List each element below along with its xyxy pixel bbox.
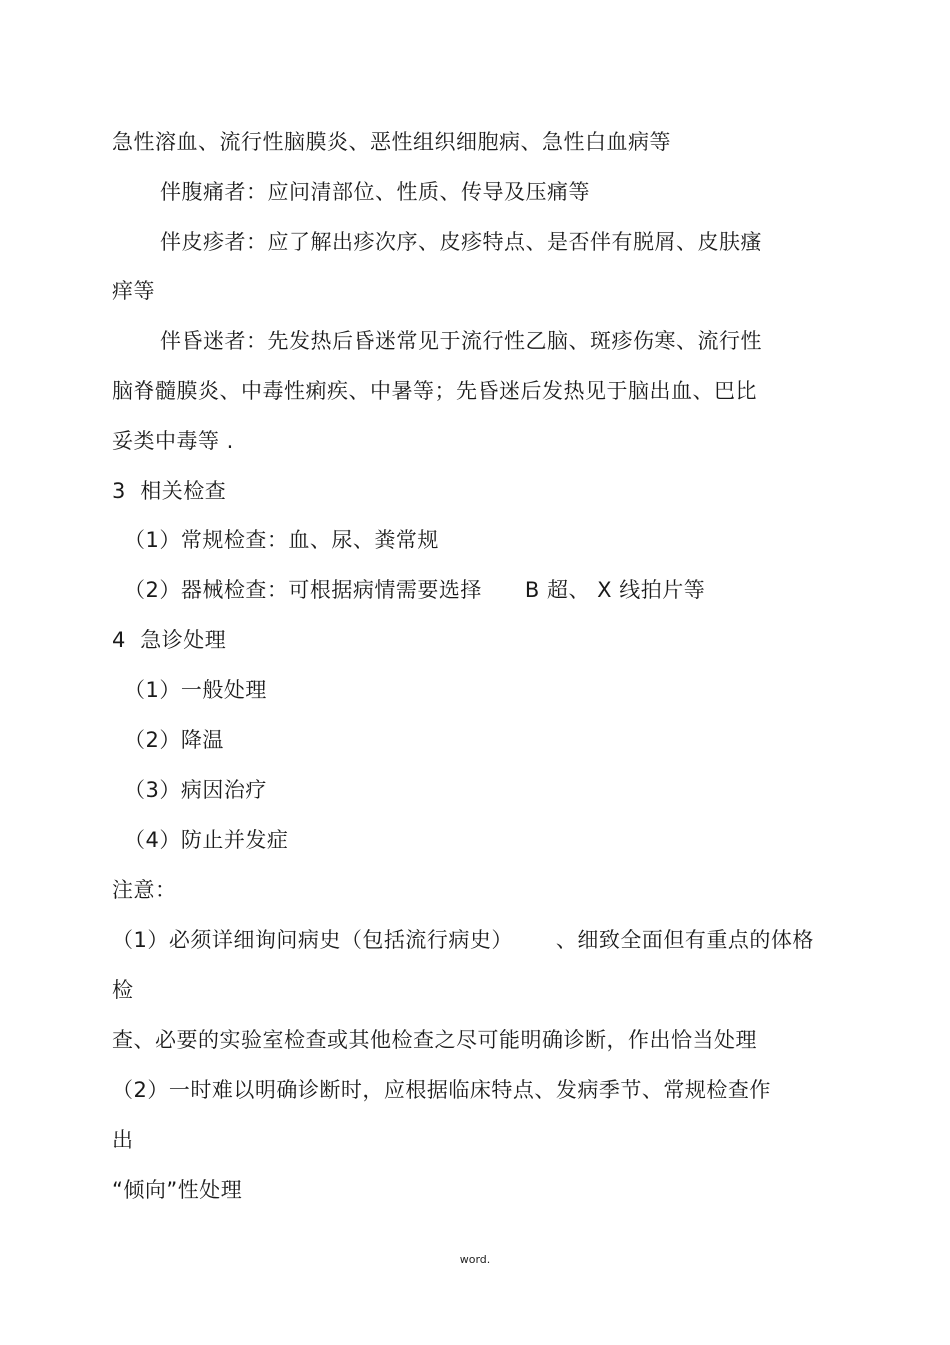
paragraph-line: 妥类中毒等 . xyxy=(112,429,234,453)
paragraph-line: 出 xyxy=(112,1128,134,1152)
paragraph-line: 伴皮疹者：应了解出疹次序、皮疹特点、是否伴有脱屑、皮肤瘙 xyxy=(160,230,762,254)
paragraph-line: “倾向”性处理 xyxy=(112,1178,243,1202)
list-item: （2）降温 xyxy=(124,728,224,752)
paragraph-line: 伴腹痛者：应问清部位、性质、传导及压痛等 xyxy=(160,180,590,204)
list-item: （1）常规检查：血、尿、粪常规 xyxy=(124,528,439,552)
paragraph-line: 伴昏迷者：先发热后昏迷常见于流行性乙脑、斑疹伤寒、流行性 xyxy=(160,329,762,353)
paragraph-line: 查、必要的实验室检查或其他检查之尽可能明确诊断，作出恰当处理 xyxy=(112,1028,757,1052)
paragraph-line: 痒等 xyxy=(112,279,155,303)
paragraph-line: 检 xyxy=(112,978,134,1002)
page-footer: word. xyxy=(459,1253,491,1266)
section-heading: 3 相关检查 xyxy=(112,479,227,503)
note-heading: 注意： xyxy=(112,878,177,902)
section-heading: 4 急诊处理 xyxy=(112,628,227,652)
list-item: （3）病因治疗 xyxy=(124,778,267,802)
list-item: （1）一般处理 xyxy=(124,678,267,702)
paragraph-line: （1）必须详细询问病史（包括流行病史） 、细致全面但有重点的体格 xyxy=(112,928,814,952)
paragraph-line: （2）一时难以明确诊断时，应根据临床特点、发病季节、常规检查作 xyxy=(112,1078,771,1102)
paragraph-line: 急性溶血、流行性脑膜炎、恶性组织细胞病、急性白血病等 xyxy=(112,130,671,154)
list-item: （2）器械检查：可根据病情需要选择 B 超、 X 线拍片等 xyxy=(124,578,706,602)
list-item: （4）防止并发症 xyxy=(124,828,289,852)
paragraph-line: 脑脊髓膜炎、中毒性痢疾、中暑等；先昏迷后发热见于脑出血、巴比 xyxy=(112,379,757,403)
